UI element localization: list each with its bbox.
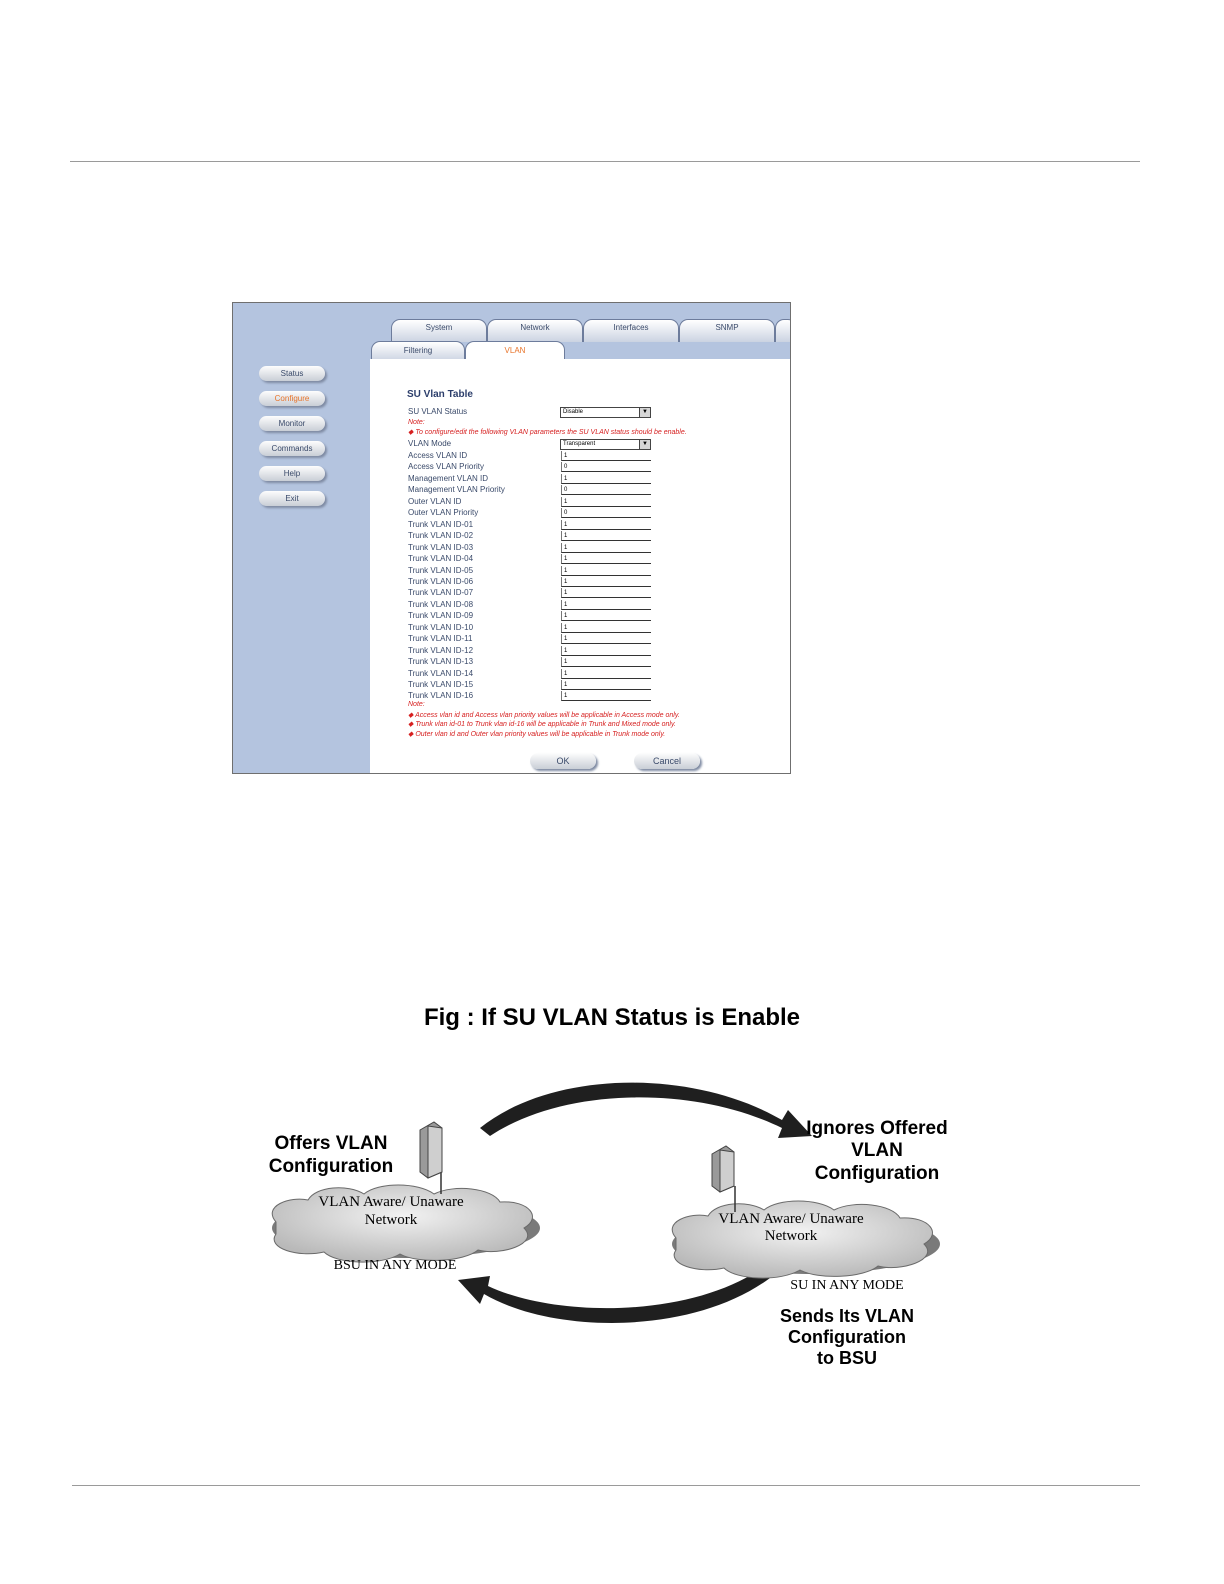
note2-item: ◆ Trunk vlan id-01 to Trunk vlan id-16 will be applicable in Trunk and Mixed mode only. bbox=[408, 721, 676, 728]
field-input[interactable]: 0 bbox=[561, 485, 651, 495]
left-caption-line2: Configuration bbox=[268, 1156, 394, 1177]
field-label: Trunk VLAN ID-07 bbox=[408, 588, 474, 597]
field-input[interactable]: 1 bbox=[561, 531, 651, 541]
left-caption-line1: Offers VLAN bbox=[274, 1133, 388, 1154]
vlan-status-diagram bbox=[222, 950, 998, 1410]
field-input[interactable]: 0 bbox=[561, 462, 651, 472]
right-caption-line3: Configuration bbox=[814, 1163, 940, 1184]
field-label: Trunk VLAN ID-13 bbox=[408, 657, 474, 666]
field-label: Trunk VLAN ID-02 bbox=[408, 531, 474, 540]
field-input[interactable]: 1 bbox=[561, 600, 651, 610]
vlan-mode-select[interactable] bbox=[560, 439, 651, 450]
note2-item-text: Trunk vlan id-01 to Trunk vlan id-16 will be applicable in Trunk and Mixed mode only. bbox=[415, 721, 676, 728]
field-label: Outer VLAN ID bbox=[408, 497, 462, 506]
note2-item-text: Access vlan id and Access vlan priority values will be applicable in Access mode only. bbox=[415, 712, 680, 719]
note2-item-text: Outer vlan id and Outer vlan priority values will be applicable in Trunk mode only. bbox=[415, 731, 666, 738]
nav-configure-button[interactable]: Configure bbox=[259, 391, 325, 406]
su-vlan-status-label: SU VLAN Status bbox=[408, 407, 468, 416]
field-label: Trunk VLAN ID-14 bbox=[408, 669, 474, 678]
right-cloud-label-line2: Network bbox=[764, 1228, 818, 1244]
field-input[interactable]: 1 bbox=[561, 691, 651, 701]
field-label: Trunk VLAN ID-11 bbox=[408, 634, 473, 643]
field-label: Management VLAN Priority bbox=[408, 485, 505, 494]
note2-item: ◆ Access vlan id and Access vlan priority values will be applicable in Access mode only. bbox=[408, 712, 680, 719]
field-input[interactable]: 1 bbox=[561, 588, 651, 598]
header-rule bbox=[70, 161, 1140, 162]
tab-more[interactable] bbox=[775, 319, 791, 342]
field-label: Management VLAN ID bbox=[408, 474, 489, 483]
nav-commands-button[interactable]: Commands bbox=[259, 441, 325, 456]
tab-system[interactable]: System bbox=[391, 319, 487, 342]
field-input[interactable]: 1 bbox=[561, 577, 651, 587]
field-input[interactable]: 1 bbox=[561, 554, 651, 564]
note-text: ◆ To configure/edit the following VLAN parameters the SU VLAN status should be enable. bbox=[408, 429, 687, 436]
field-input[interactable]: 1 bbox=[561, 543, 651, 553]
left-cloud-label-line2: Network bbox=[364, 1212, 418, 1228]
field-label: Trunk VLAN ID-04 bbox=[408, 554, 474, 563]
field-label: Trunk VLAN ID-01 bbox=[408, 520, 474, 529]
right-cloud-label-line1: VLAN Aware/ Unaware bbox=[718, 1211, 864, 1227]
field-input[interactable]: 1 bbox=[561, 611, 651, 621]
field-label: Trunk VLAN ID-09 bbox=[408, 611, 474, 620]
top-arrow bbox=[480, 1083, 812, 1138]
ok-button[interactable]: OK bbox=[530, 753, 596, 769]
note2-label: Note: bbox=[408, 701, 425, 708]
note-label: Note: bbox=[408, 419, 425, 426]
subtab-filtering[interactable]: Filtering bbox=[371, 341, 465, 361]
field-label: Trunk VLAN ID-03 bbox=[408, 543, 474, 552]
vlan-mode-value: Transparent bbox=[563, 441, 596, 447]
page-title: SU Vlan Table bbox=[407, 389, 473, 400]
right-caption-line2: VLAN bbox=[851, 1140, 903, 1161]
field-input[interactable]: 1 bbox=[561, 474, 651, 484]
field-input[interactable]: 1 bbox=[561, 520, 651, 530]
subtab-vlan[interactable]: VLAN bbox=[465, 341, 565, 361]
left-cloud-label-line1: VLAN Aware/ Unaware bbox=[318, 1194, 464, 1210]
field-label: Trunk VLAN ID-10 bbox=[408, 623, 474, 632]
nav-status-button[interactable]: Status bbox=[259, 366, 325, 381]
su-vlan-status-value: Disable bbox=[563, 409, 584, 415]
field-input[interactable]: 1 bbox=[561, 497, 651, 507]
tab-snmp[interactable]: SNMP bbox=[679, 319, 775, 342]
vlan-mode-label: VLAN Mode bbox=[408, 439, 452, 448]
bottom-caption-line3: to BSU bbox=[817, 1348, 877, 1368]
bottom-arrow bbox=[458, 1268, 770, 1323]
field-input[interactable]: 1 bbox=[561, 669, 651, 679]
field-label: Trunk VLAN ID-16 bbox=[408, 691, 474, 700]
cancel-button[interactable]: Cancel bbox=[634, 753, 700, 769]
field-input[interactable]: 0 bbox=[561, 508, 651, 518]
bsu-mode-label: BSU IN ANY MODE bbox=[333, 1258, 457, 1273]
field-label: Access VLAN Priority bbox=[408, 462, 485, 471]
field-input[interactable]: 1 bbox=[561, 657, 651, 667]
tab-network[interactable]: Network bbox=[487, 319, 583, 342]
field-label: Access VLAN ID bbox=[408, 451, 468, 460]
bottom-caption-line1: Sends Its VLAN bbox=[779, 1306, 915, 1326]
field-input[interactable]: 1 bbox=[561, 634, 651, 644]
field-input[interactable]: 1 bbox=[561, 566, 651, 576]
bsu-device-icon bbox=[420, 1122, 442, 1194]
field-input[interactable]: 1 bbox=[561, 451, 651, 461]
su-mode-label: SU IN ANY MODE bbox=[790, 1278, 904, 1293]
field-label: Trunk VLAN ID-06 bbox=[408, 577, 474, 586]
chevron-down-icon[interactable]: ▼ bbox=[639, 408, 650, 417]
nav-exit-button[interactable]: Exit bbox=[259, 491, 325, 506]
note-text-content: To configure/edit the following VLAN parameters the SU VLAN status should be enable. bbox=[415, 429, 687, 436]
su-vlan-status-select[interactable] bbox=[560, 407, 651, 418]
field-label: Trunk VLAN ID-12 bbox=[408, 646, 474, 655]
note2-item: ◆ Outer vlan id and Outer vlan priority values will be applicable in Trunk mode only. bbox=[408, 731, 666, 738]
field-label: Trunk VLAN ID-08 bbox=[408, 600, 474, 609]
tab-interfaces[interactable]: Interfaces bbox=[583, 319, 679, 342]
field-label: Trunk VLAN ID-15 bbox=[408, 680, 474, 689]
field-label: Outer VLAN Priority bbox=[408, 508, 479, 517]
field-label: Trunk VLAN ID-05 bbox=[408, 566, 474, 575]
right-caption-line1: Ignores Offered bbox=[806, 1118, 948, 1139]
nav-monitor-button[interactable]: Monitor bbox=[259, 416, 325, 431]
footer-rule bbox=[72, 1485, 1140, 1486]
nav-help-button[interactable]: Help bbox=[259, 466, 325, 481]
chevron-down-icon[interactable]: ▼ bbox=[639, 440, 650, 449]
su-device-icon bbox=[712, 1146, 735, 1212]
bottom-caption-line2: Configuration bbox=[788, 1327, 906, 1347]
vlan-config-screenshot bbox=[232, 302, 791, 774]
field-input[interactable]: 1 bbox=[561, 623, 651, 633]
diagram-title: Fig : If SU VLAN Status is Enable bbox=[423, 1004, 801, 1031]
field-input[interactable]: 1 bbox=[561, 680, 651, 690]
field-input[interactable]: 1 bbox=[561, 646, 651, 656]
